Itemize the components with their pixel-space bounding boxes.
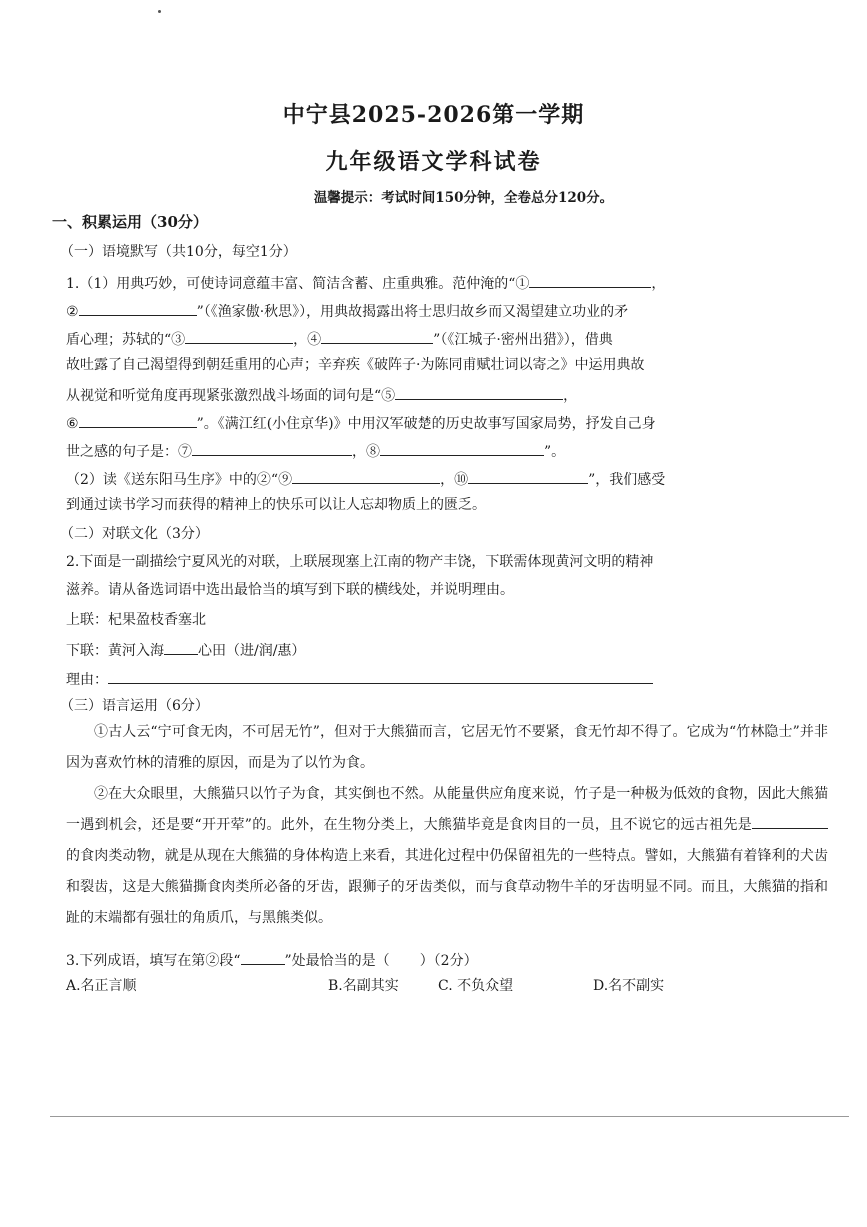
answer-blank-9[interactable] (292, 467, 440, 484)
q1-line6 (66, 411, 656, 434)
q3-text: 3.下列成语，填写在第②段“ (66, 953, 241, 969)
q1-text: （2）读《送东阳马生序》中的②“⑨ (66, 472, 293, 488)
scan-speck (158, 10, 161, 13)
q1-line3 (66, 327, 613, 350)
answer-blank-7[interactable] (192, 439, 352, 456)
passage-paragraph-1: ①古人云“宁可食无肉，不可居无竹”，但对于大熊猫而言，它居无竹不要紧，食无竹却不得了。它成为“竹林隐士”并非因为喜欢竹林的清雅的原因，而是为了以竹为食。 (66, 724, 828, 771)
q1-text: ”（《江城子·密州出猎》），借典 (433, 332, 613, 348)
couplet-upper: 上联：杞果盈枝香塞北 (66, 612, 206, 628)
q1-line5: 从视觉和听觉角度再现紧张激烈战斗场面的词句是“⑤ ， (66, 383, 577, 406)
q3-blank (241, 948, 285, 965)
q1-text: ② (66, 304, 79, 320)
option-d[interactable]: D.名不副实 (593, 978, 665, 994)
q1-text: ⑥ (66, 416, 79, 432)
q1-line7 (66, 439, 565, 462)
q3-options (66, 976, 766, 996)
couplet-lower-text: 下联：黄河入海 (66, 643, 164, 659)
passage-text: ②在大众眼里，大熊猫只以竹子为食，其实倒也不然。从能量供应角度来说，竹子是一种极为低效的食物，因此大熊猫一遇到机会，还是要“开开荤”的。此外，在生物分类上，大熊猫毕竟是食肉目的一员，且不说它的远古祖先是 (66, 786, 828, 833)
option-c[interactable]: C. 不负众望 (438, 978, 514, 994)
q1-text: 盾心理；苏轼的“③ (66, 332, 186, 348)
option-a[interactable]: A.名正言顺 (66, 978, 137, 994)
part1-heading: （一）语境默写（共10分，每空1分） (60, 244, 297, 260)
q1-text: ，④ (293, 332, 322, 348)
q1-text: 从视觉和听觉角度再现紧张激烈战斗场面的词句是“⑤ (66, 388, 396, 404)
q2-line1: 2.下面是一副描绘宁夏风光的对联，上联展现塞上江南的物产丰饶，下联需体现黄河文明的精神 (66, 554, 654, 570)
answer-blank-5[interactable] (395, 383, 563, 400)
q1-part2-line1 (66, 467, 665, 490)
q1-text: ，⑩ (440, 472, 469, 488)
couplet-blank[interactable] (164, 638, 198, 655)
page-bottom-rule (50, 1116, 849, 1117)
answer-blank-6[interactable] (79, 411, 197, 428)
q1-part2-line2: 到通过读书学习而获得的精神上的快乐可以让人忘却物质上的匮乏。 (66, 497, 486, 513)
q1-line1: 1.（1）用典巧妙，可使诗词意蕴丰富、简洁含蓄、庄重典雅。范仲淹的“① ， (66, 271, 665, 294)
exam-title-line1: 中宁县2025-2026第一学期 (282, 102, 585, 128)
q1-line2 (66, 299, 628, 322)
reason-label: 理由： (66, 672, 108, 688)
couplet-lower-text: 心田（进/润/惠） (198, 643, 306, 659)
couplet-lower (66, 638, 305, 661)
q1-text: ”。 (544, 444, 566, 460)
part3-heading: （三）语言运用（6分） (60, 698, 209, 714)
passage-text: 的食肉类动物，就是从现在大熊猫的身体构造上来看，其进化过程中仍保留祖先的一些特点。譬如，大熊猫有着锋利的犬齿和裂齿，这是大熊猫撕食肉类所必备的牙齿，跟狮子的牙齿类似，而与食草动物牛羊的牙齿明显不同。而且，大熊猫的指和趾的末端都有强壮的角质爪，与黑熊类似。 (66, 848, 828, 926)
q1-text: ”（《渔家傲·秋思》），用典故揭露出将士思归故乡而又渴望建立功业的矛 (196, 304, 629, 320)
part2-heading: （二）对联文化（3分） (60, 526, 209, 542)
passage-blank[interactable] (752, 812, 828, 829)
exam-title-line2: 九年级语文学科试卷 (325, 149, 542, 175)
answer-blank-2[interactable] (79, 299, 197, 316)
q3-text: ）（2分） (419, 953, 478, 969)
passage-paragraph-2 (66, 779, 828, 934)
answer-blank-10[interactable] (468, 467, 588, 484)
q2-line2: 滋养。请从备选词语中选出最恰当的填写到下联的横线处，并说明理由。 (66, 582, 514, 598)
q1-text: 世之感的句子是：⑦ (66, 444, 192, 460)
q3-text: ”处最恰当的是（ (284, 953, 390, 969)
answer-blank-3[interactable] (185, 327, 293, 344)
q1-text: ，⑧ (352, 444, 380, 460)
answer-blank-1[interactable] (529, 271, 651, 288)
answer-blank-4[interactable] (321, 327, 433, 344)
option-b[interactable]: B.名副其实 (328, 978, 399, 994)
q1-text: 1.（1）用典巧妙，可使诗词意蕴丰富、简洁含蓄、庄重典雅。范仲淹的“① (66, 276, 530, 292)
q3-stem (66, 948, 478, 971)
section-heading: 一、积累运用（30分） (52, 213, 208, 231)
reason-blank[interactable] (108, 667, 653, 684)
reason-line (66, 667, 653, 690)
answer-blank-8[interactable] (380, 439, 544, 456)
exam-tip: 温馨提示：考试时间150分钟，全卷总分120分。 (313, 190, 614, 206)
q1-line4: 故吐露了自己渴望得到朝廷重用的心声；辛弃疾《破阵子·为陈同甫赋壮词以寄之》中运用典故 (66, 357, 645, 373)
q1-text: ”，我们感受 (588, 472, 666, 488)
q1-text: ”。《满江红(小住京华)》中用汉军破楚的历史故事写国家局势，抒发自己身 (196, 416, 656, 432)
